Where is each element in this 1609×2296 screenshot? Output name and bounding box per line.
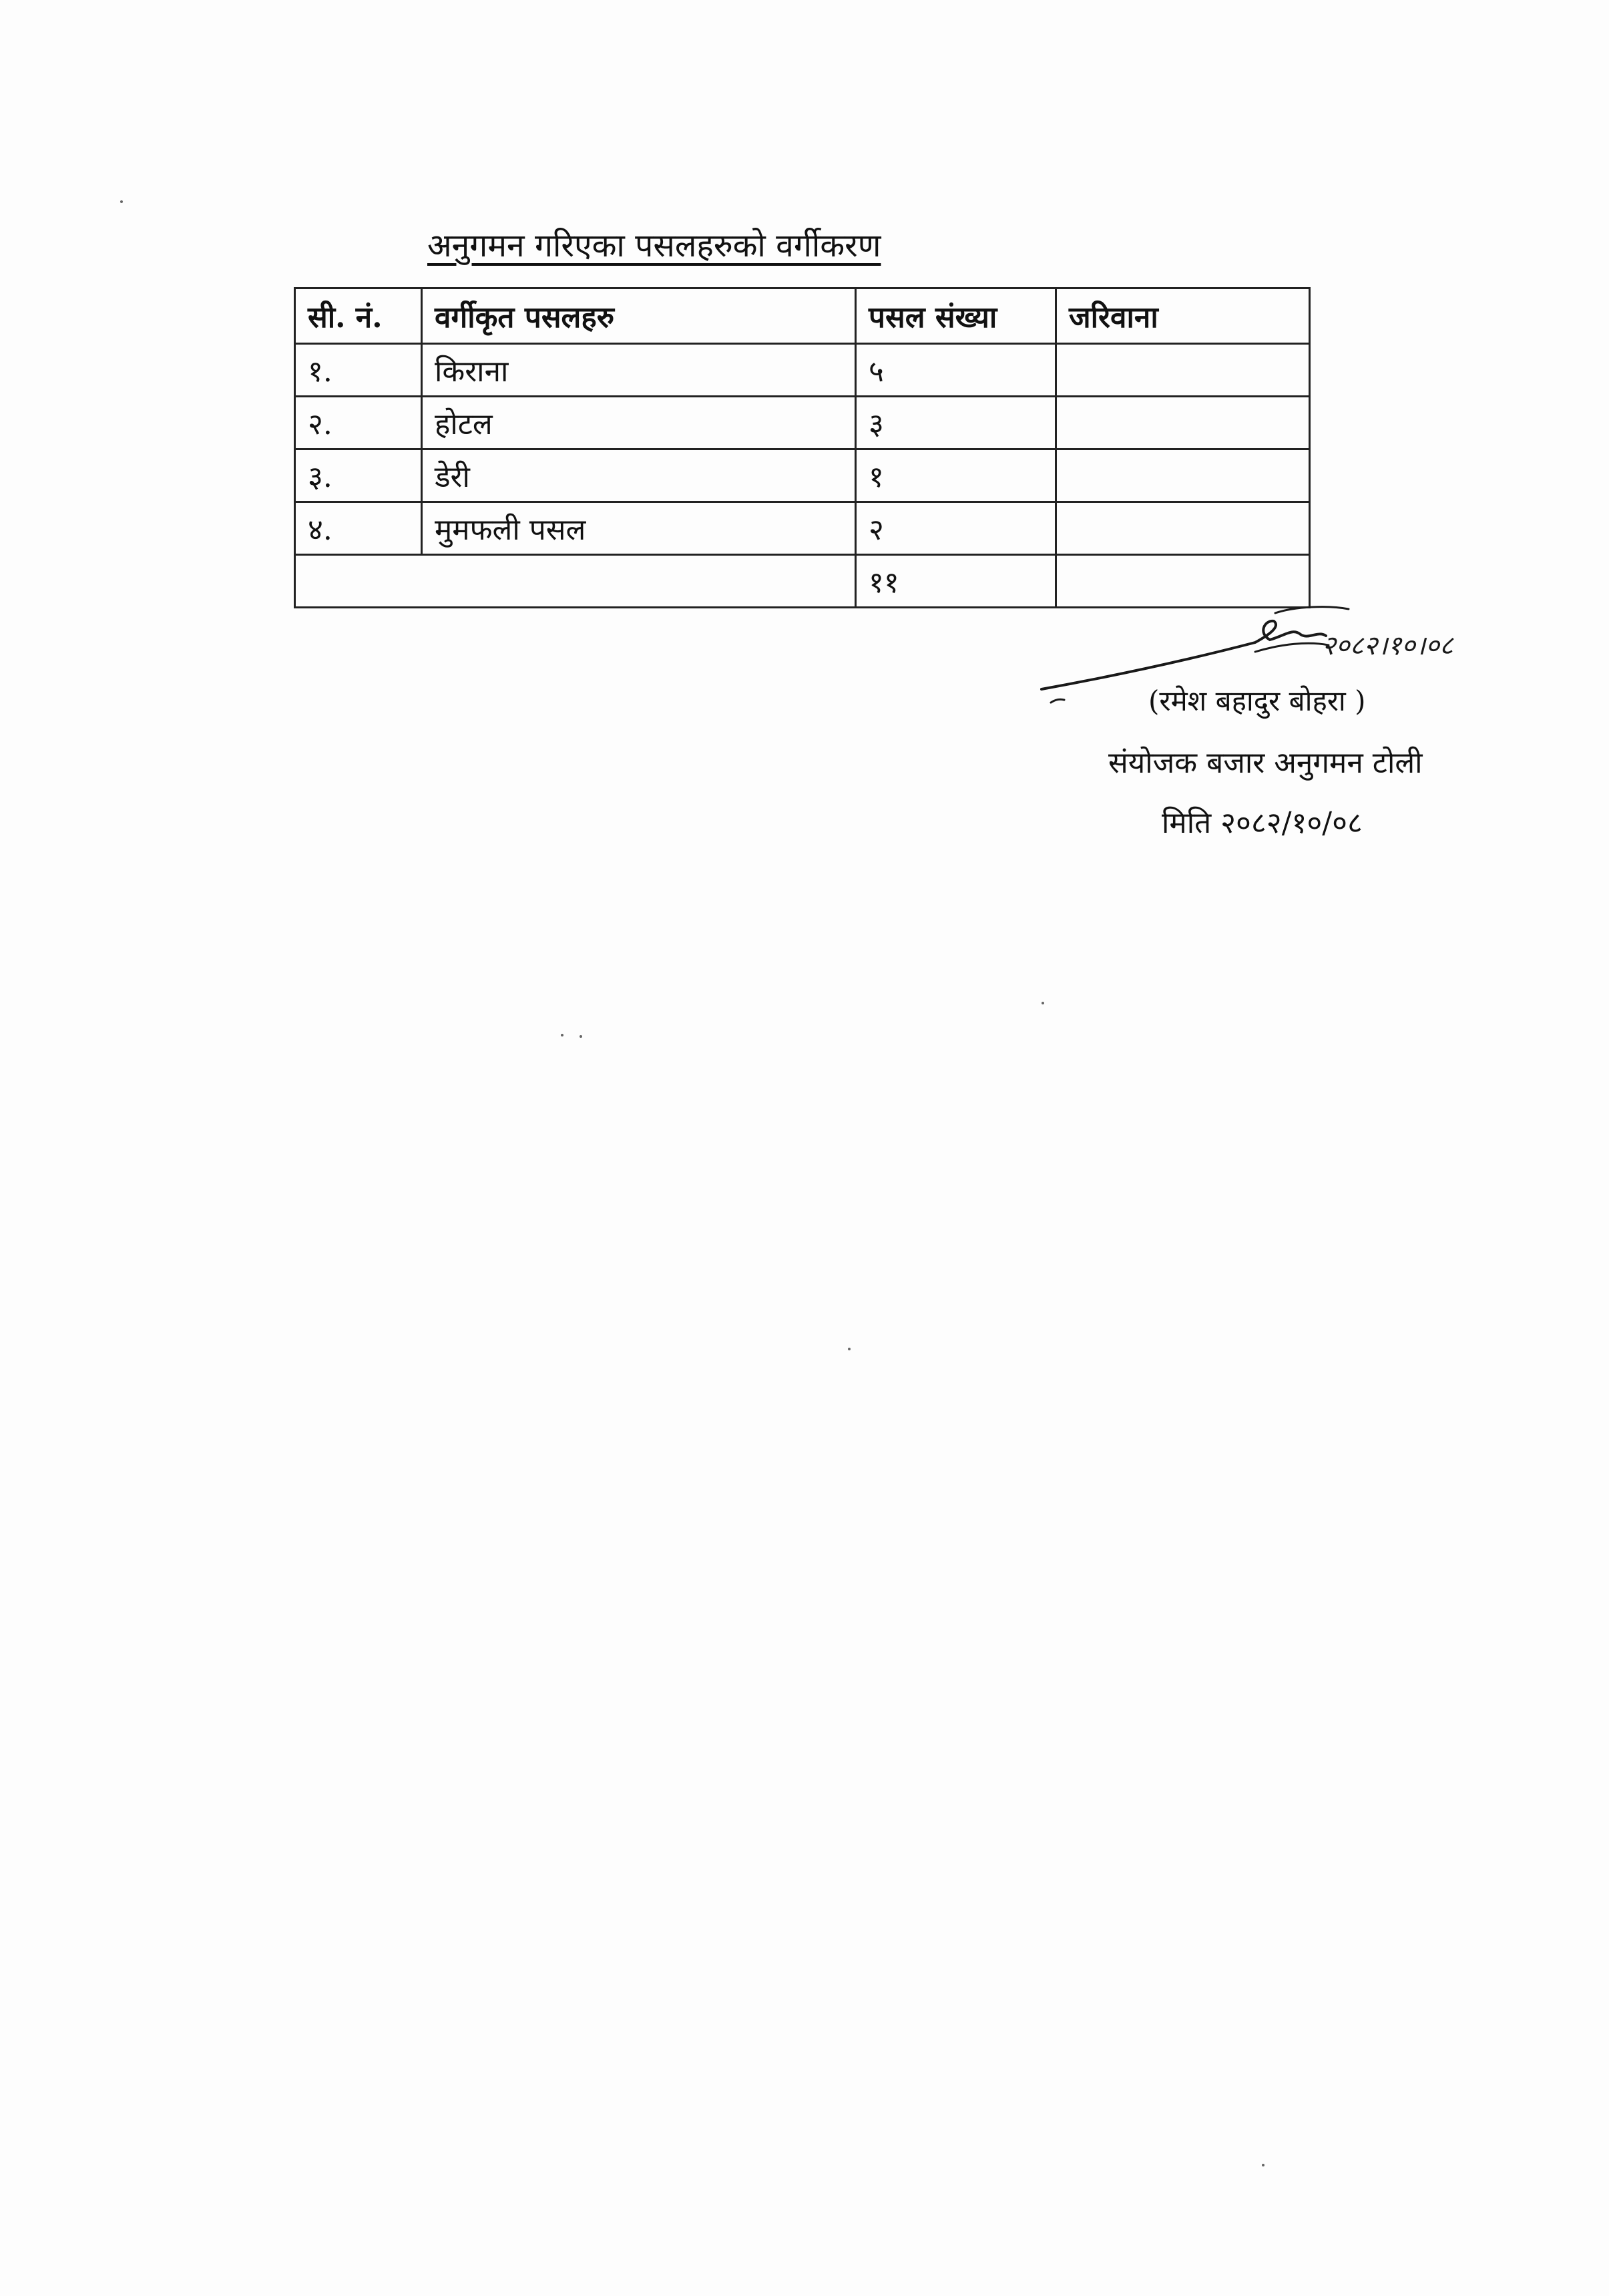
table-row [295,502,1310,555]
cell-count: ३ [856,397,1056,449]
cell-serial: १. [295,344,422,397]
document-title: अनुगमन गरिएका पसलहरुको वर्गीकरण [427,227,881,264]
cell-fine [1056,397,1310,449]
total-count-cell: ११ [856,555,1056,608]
scan-speck [580,1035,582,1038]
scan-speck [120,200,123,203]
table-row [295,397,1310,449]
shop-classification-table [294,287,1311,608]
scan-speck [1262,2164,1265,2166]
total-fine-cell [1056,555,1310,608]
table-total-row [295,555,1310,608]
table-header-row [295,289,1310,344]
signatory-role: संयोजक बजार अनुगमन टोली [1108,746,1423,780]
cell-fine [1056,502,1310,555]
cell-count: ५ [856,344,1056,397]
scan-speck [561,1034,563,1036]
cell-count: २ [856,502,1056,555]
document-date: मिति २०८२/१०/०८ [1162,806,1363,840]
cell-fine [1056,449,1310,502]
cell-serial: ३. [295,449,422,502]
header-shop-category: वर्गीकृत पसलहरु [422,289,856,344]
cell-category: होटल [422,397,856,449]
header-serial-no: सी. नं. [295,289,422,344]
cell-serial: ४. [295,502,422,555]
handwritten-date: २०८२।१०।०८ [1322,630,1453,661]
header-shop-count: पसल संख्या [856,289,1056,344]
cell-count: १ [856,449,1056,502]
cell-serial: २. [295,397,422,449]
cell-category: किराना [422,344,856,397]
total-label-cell [295,555,856,608]
scan-speck [1042,1002,1044,1004]
header-fine: जरिवाना [1056,289,1310,344]
cell-fine [1056,344,1310,397]
cell-category: मुमफली पसल [422,502,856,555]
scan-speck [848,1348,851,1350]
signatory-name: (रमेश बहादुर बोहरा ) [1148,685,1366,717]
table-row [295,344,1310,397]
cell-category: डेरी [422,449,856,502]
table-row [295,449,1310,502]
